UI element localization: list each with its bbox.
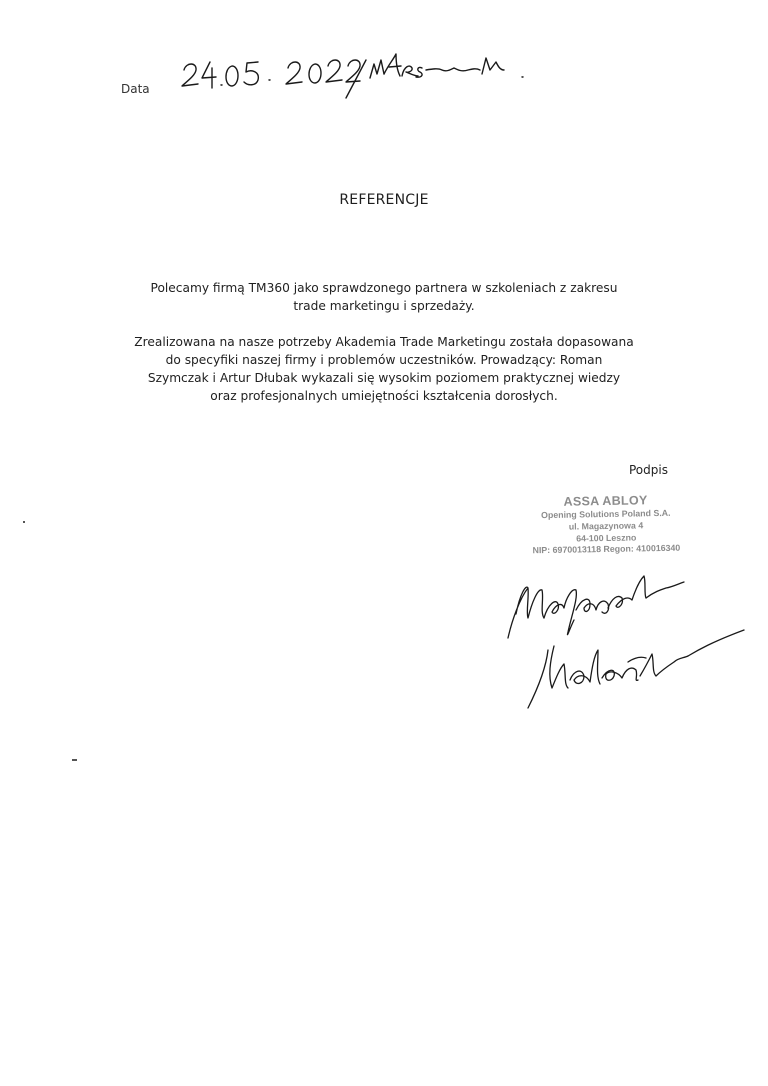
stamp-line: 64-100 Leszno [576,532,637,544]
signature-label: Podpis [629,463,668,477]
document-title: REFERENCJE [339,192,429,208]
scan-speck [72,759,77,761]
date-label: Data [121,82,150,96]
scan-speck [23,521,25,523]
recommendation-paragraph: Polecamy firmą TM360 jako sprawdzonego partnera w szkoleniach z zakresu trade marketingu i sprzedaży. [150,281,618,314]
handwritten-date-place [170,40,550,110]
company-stamp [521,493,690,558]
training-description-paragraph: Zrealizowana na nasze potrzeby Akademia Trade Marketingu została dopasowana do specyfiki naszej firmy i problemów uczestników. Prowadzący: Roman Szymczak i Artur Dłubak wykazali się wysokim poziomem praktycznej wiedzy oraz profesjonalnych umiejętności kształcenia dorosłych. [134,335,634,404]
stamp-line: Opening Solutions Poland S.A. [540,507,671,521]
handwritten-signature [498,558,748,718]
stamp-company-name: ASSA ABLOY [563,493,648,509]
stamp-line: ul. Magazynowa 4 [568,520,644,532]
stamp-line: NIP: 6970013118 Regon: 410016340 [532,543,681,556]
